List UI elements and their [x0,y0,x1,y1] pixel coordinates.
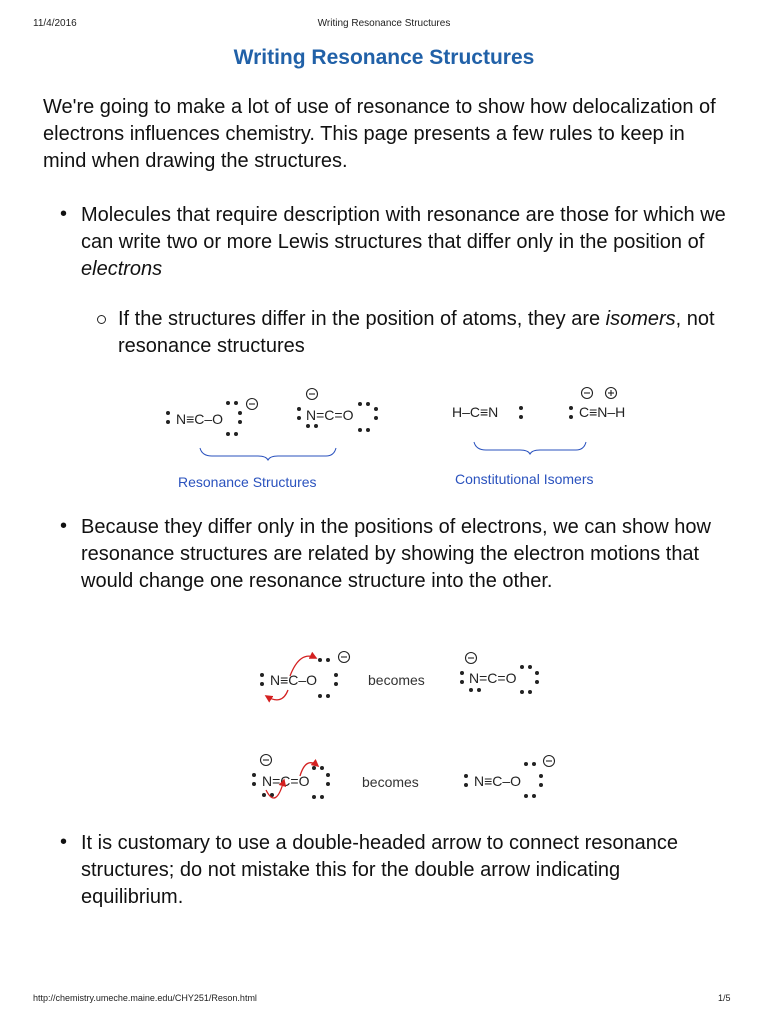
bullet-3-text: It is customary to use a double-headed arrow to connect resonance structures; do not mistake this for the double arrow indicating equilibrium. [81,832,679,908]
bullet-2-text: Because they differ only in the positions of electrons, we can show how resonance structures are related by showing the electron motions that would change one resonance structure into the other. [81,516,711,592]
sub-bullet-circle [97,315,106,324]
bullet-dot: • [60,203,68,225]
struct-4: C≡N–H [579,404,626,420]
header-title: Writing Resonance Structures [317,18,451,29]
row2-left-structure: N=C=O [262,773,310,789]
caption-resonance: Resonance Structures [178,474,317,490]
header-date: 11/4/2016 [33,18,77,29]
struct-1: N≡C–O [176,411,224,427]
struct-2: N=C=O [306,407,354,423]
caption-isomers: Constitutional Isomers [455,471,594,487]
bullet-1-text [81,202,746,283]
figure-electron-motion [0,640,768,810]
bullet-dot: • [60,831,68,853]
sub-bullet-before: If the structures differ in the position of atoms, they are [118,308,606,330]
sub-bullet-after: , not resonance structures [118,308,715,357]
becomes-label-2: becomes [362,774,419,790]
footer-url[interactable]: http://chemistry.umeche.maine.edu/CHY251/Reson.html [33,993,257,1003]
bullet-1-body: Molecules that require description with resonance are those for which we can write two or more Lewis structures that differ only in the position of [81,204,726,253]
sub-bullet-emphasis: isomers [605,308,676,330]
page-title: Writing Resonance Structures [233,46,535,69]
intro-paragraph: We're going to make a lot of use of resonance to show how delocalization of electrons influences chemistry. This page presents a few rules to keep in mind when drawing the structures. [43,96,716,172]
becomes-label-1: becomes [368,672,425,688]
row2-right-structure: N≡C–O [474,773,522,789]
sub-bullet-text [118,306,718,360]
footer-page-number: 1/5 [718,993,731,1003]
bullet-dot: • [60,515,68,537]
row1-right-structure: N=C=O [469,670,517,686]
bullet-1-emphasis: electrons [81,258,163,280]
row1-left-structure: N≡C–O [270,672,318,688]
figure-resonance-vs-isomers [0,380,768,520]
struct-3: H–C≡N [452,404,499,420]
